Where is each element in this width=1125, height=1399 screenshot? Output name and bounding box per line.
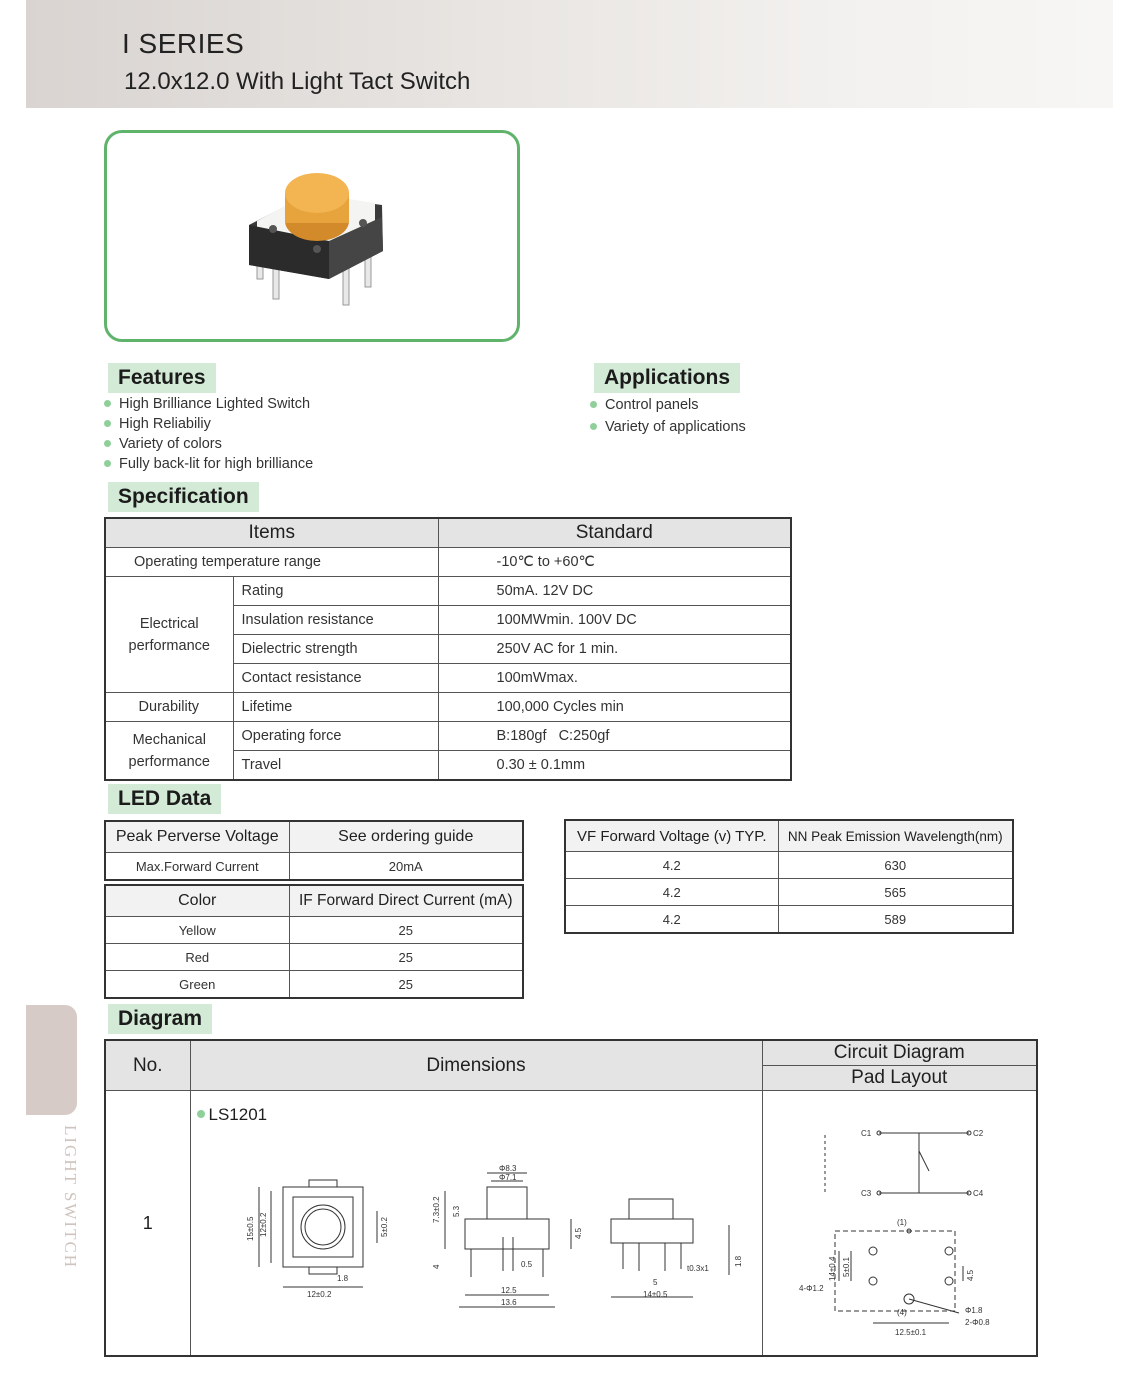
dim-text: Φ7.1 bbox=[498, 1173, 517, 1182]
dim-text: 12.5 bbox=[500, 1286, 517, 1295]
pad-label: 5±0.1 bbox=[841, 1257, 851, 1277]
spec-item: Rating bbox=[233, 577, 438, 606]
pad-label: 2-Φ0.8 bbox=[964, 1318, 990, 1327]
led-color: Yellow bbox=[105, 917, 289, 944]
feature-item: Variety of colors bbox=[104, 436, 222, 452]
features-heading: Features bbox=[108, 363, 216, 393]
spec-value: -10℃ to +60℃ bbox=[438, 548, 791, 577]
led-if-value: 25 bbox=[289, 917, 523, 944]
spec-item: Lifetime bbox=[233, 693, 438, 722]
circuit-pad-cell bbox=[762, 1091, 1037, 1357]
diagram-heading: Diagram bbox=[108, 1004, 212, 1034]
spec-value: 250V AC for 1 min. bbox=[438, 635, 791, 664]
diagram-table bbox=[104, 1039, 1038, 1357]
feature-item: Fully back-lit for high brilliance bbox=[104, 456, 313, 472]
pad-label: (4) bbox=[896, 1308, 907, 1317]
dim-text: 12±0.2 bbox=[306, 1290, 331, 1299]
dim-text: 4.5 bbox=[573, 1227, 583, 1239]
spec-value: 50mA. 12V DC bbox=[438, 577, 791, 606]
vf-value: 4.2 bbox=[565, 879, 778, 906]
led-if-value: 25 bbox=[289, 971, 523, 999]
led-color-table bbox=[104, 884, 524, 999]
diagram-header-dimensions: Dimensions bbox=[190, 1040, 762, 1091]
led-peak-table bbox=[104, 820, 524, 881]
dimensions-cell bbox=[190, 1091, 762, 1357]
spec-header-items: Items bbox=[105, 518, 438, 548]
top-view-drawing bbox=[259, 1180, 377, 1287]
feature-item: High Brilliance Lighted Switch bbox=[104, 396, 310, 412]
spec-header-standard: Standard bbox=[438, 518, 791, 548]
part-number: LS1201 bbox=[208, 1105, 268, 1124]
vf-value: 4.2 bbox=[565, 852, 778, 879]
circuit-pad-drawings bbox=[763, 1091, 1035, 1359]
pad-label: 4-Φ1.2 bbox=[798, 1284, 824, 1293]
nn-value: 630 bbox=[778, 852, 1013, 879]
circuit-diagram bbox=[825, 1131, 971, 1195]
max-current-label: Max.Forward Current bbox=[105, 853, 289, 881]
peak-voltage-value: See ordering guide bbox=[289, 821, 523, 853]
max-current-value: 20mA bbox=[289, 853, 523, 881]
dim-text: 14±0.5 bbox=[642, 1290, 667, 1299]
dim-text: 7.3±0.2 bbox=[431, 1196, 441, 1223]
side-view-drawing bbox=[611, 1199, 729, 1297]
product-subtitle: 12.0x12.0 With Light Tact Switch bbox=[124, 68, 471, 95]
product-photo-frame bbox=[104, 130, 520, 342]
led-data-heading: LED Data bbox=[108, 784, 221, 814]
side-tab bbox=[26, 1005, 77, 1115]
dim-text: Φ8.3 bbox=[498, 1164, 517, 1173]
dim-text: t0.3x1 bbox=[686, 1264, 709, 1273]
color-header: Color bbox=[105, 885, 289, 917]
led-voltage-table bbox=[564, 819, 1014, 934]
spec-group-durability: Durability bbox=[105, 693, 233, 722]
spec-value: 100MWmin. 100V DC bbox=[438, 606, 791, 635]
dim-text: 12±0.2 bbox=[258, 1212, 268, 1237]
led-if-value: 25 bbox=[289, 944, 523, 971]
applications-heading: Applications bbox=[594, 363, 740, 393]
spec-value: 0.30 ± 0.1mm bbox=[438, 751, 791, 781]
dim-text: 13.6 bbox=[500, 1298, 517, 1307]
peak-voltage-label: Peak Perverse Voltage bbox=[105, 821, 289, 853]
pad-label: (1) bbox=[896, 1218, 907, 1227]
circuit-label: C2 bbox=[972, 1129, 983, 1138]
feature-item: High Reliabiliy bbox=[104, 416, 211, 432]
dim-text: 0.5 bbox=[520, 1260, 532, 1269]
nn-value: 589 bbox=[778, 906, 1013, 934]
pad-label: 12.5±0.1 bbox=[894, 1328, 926, 1337]
spec-value: B:180gf C:250gf bbox=[438, 722, 791, 751]
if-current-header: IF Forward Direct Current (mA) bbox=[289, 885, 523, 917]
dim-text: 5.3 bbox=[451, 1205, 461, 1217]
spec-item: Operating force bbox=[233, 722, 438, 751]
circuit-label: C3 bbox=[860, 1189, 871, 1198]
spec-group-mechanical: Mechanical performance bbox=[105, 722, 233, 781]
dim-text: 1.8 bbox=[336, 1274, 348, 1283]
side-label: LIGHT SWITCH bbox=[61, 1125, 80, 1270]
application-item: Variety of applications bbox=[590, 419, 746, 435]
series-title: I SERIES bbox=[122, 28, 245, 59]
dim-text: 4 bbox=[431, 1264, 441, 1269]
application-item: Control panels bbox=[590, 397, 699, 413]
pad-label: 14±0.4 bbox=[827, 1256, 837, 1281]
circuit-label: C4 bbox=[972, 1189, 983, 1198]
spec-item: Travel bbox=[233, 751, 438, 781]
nn-header: NN Peak Emission Wavelength(nm) bbox=[778, 820, 1013, 852]
diagram-row-no: 1 bbox=[105, 1091, 190, 1357]
vf-header: VF Forward Voltage (v) TYP. bbox=[565, 820, 778, 852]
specification-table bbox=[104, 517, 792, 781]
spec-value: 100mWmax. bbox=[438, 664, 791, 693]
dim-text: 5 bbox=[652, 1278, 657, 1287]
diagram-header-circuit: Circuit Diagram bbox=[762, 1040, 1037, 1066]
dim-text: 1.8 bbox=[733, 1255, 743, 1267]
led-color: Green bbox=[105, 971, 289, 999]
spec-item: Contact resistance bbox=[233, 664, 438, 693]
pad-label: 4.5 bbox=[965, 1269, 975, 1281]
diagram-header-no: No. bbox=[105, 1040, 190, 1091]
spec-group-electrical: Electrical performance bbox=[105, 577, 233, 693]
spec-value: 100,000 Cycles min bbox=[438, 693, 791, 722]
circuit-label: C1 bbox=[860, 1129, 871, 1138]
vf-value: 4.2 bbox=[565, 906, 778, 934]
dim-text: 5±0.2 bbox=[379, 1217, 389, 1237]
nn-value: 565 bbox=[778, 879, 1013, 906]
dim-text: 15±0.5 bbox=[245, 1216, 255, 1241]
dimension-drawings bbox=[191, 1091, 761, 1359]
led-color: Red bbox=[105, 944, 289, 971]
tact-switch-image bbox=[107, 133, 517, 339]
specification-heading: Specification bbox=[108, 482, 259, 512]
diagram-header-pad: Pad Layout bbox=[762, 1066, 1037, 1091]
spec-item: Dielectric strength bbox=[233, 635, 438, 664]
spec-item: Insulation resistance bbox=[233, 606, 438, 635]
spec-item: Operating temperature range bbox=[105, 548, 438, 577]
pad-label: Φ1.8 bbox=[964, 1306, 983, 1315]
